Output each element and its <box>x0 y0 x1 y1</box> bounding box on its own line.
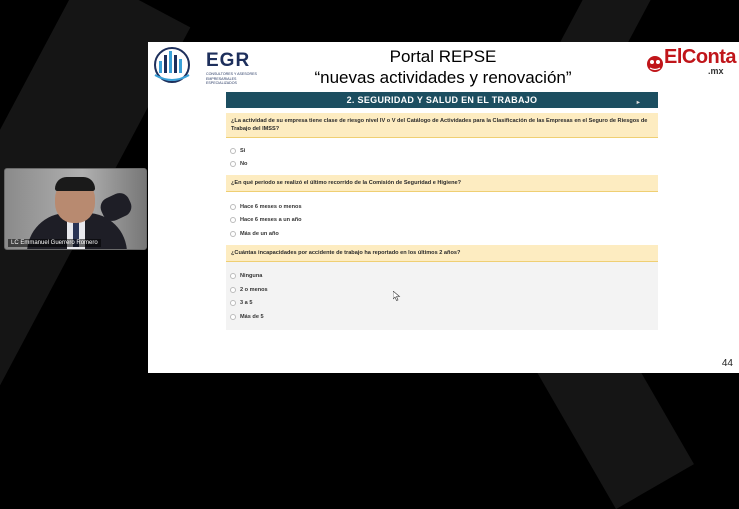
egr-logo <box>152 45 257 85</box>
slide-title-line1: Portal REPSE <box>389 47 497 66</box>
elconta-logo-suffix: .mx <box>708 66 724 76</box>
radio-button[interactable] <box>230 300 236 306</box>
egr-logo-tagline: CONSULTORES Y ASESORES EMPRESARIALES ESPECIALIZADOS <box>206 72 257 85</box>
repse-questionnaire <box>226 92 658 330</box>
option-si[interactable] <box>230 144 654 158</box>
radio-button[interactable] <box>230 161 236 167</box>
option-label: Ninguna <box>240 273 263 280</box>
option-6-meses-o-menos[interactable] <box>230 200 654 214</box>
slide-title-line2: “nuevas actividades y renovación” <box>314 68 572 87</box>
egr-logo-mark-icon <box>152 45 192 83</box>
mouse-cursor-icon <box>393 291 401 301</box>
option-mas-de-un-ano[interactable] <box>230 227 654 241</box>
option-3-a-5[interactable] <box>230 297 654 311</box>
section-header <box>226 92 658 108</box>
radio-button[interactable] <box>230 231 236 237</box>
question-2-options <box>226 192 658 245</box>
elconta-logo-text: ElConta <box>664 46 737 68</box>
option-2-o-menos[interactable] <box>230 283 654 297</box>
radio-button[interactable] <box>230 273 236 279</box>
option-6-meses-a-un-ano[interactable] <box>230 214 654 228</box>
elconta-mascot-icon <box>644 52 666 74</box>
radio-button[interactable] <box>230 204 236 210</box>
radio-button[interactable] <box>230 287 236 293</box>
presenter-video-tile[interactable] <box>4 168 147 250</box>
slide-title <box>278 46 608 88</box>
option-mas-de-5[interactable] <box>230 310 654 324</box>
presentation-slide <box>148 42 739 373</box>
egr-logo-text: EGR <box>206 50 251 71</box>
question-3: ¿Cuántas incapacidades por accidente de trabajo ha reportado en los últimos 2 años? <box>226 245 658 262</box>
pointer-icon: ▸ <box>636 100 640 106</box>
radio-button[interactable] <box>230 148 236 154</box>
question-2: ¿En qué periodo se realizó el último recorrido de la Comisión de Seguridad e Higiene? <box>226 175 658 192</box>
slide-page-number: 44 <box>721 358 733 369</box>
question-3-options <box>226 262 658 330</box>
option-label: Más de un año <box>240 230 279 237</box>
option-ninguna[interactable] <box>230 270 654 284</box>
option-label: 2 o menos <box>240 286 268 293</box>
elconta-logo <box>644 46 736 80</box>
question-1: ¿La actividad de su empresa tiene clase de riesgo nivel IV o V del Catálogo de Actividades para la Clasificación de las Empresas en el Seguro de Riesgos de Trabajo del IMSS? <box>226 113 658 138</box>
question-3-block <box>226 245 658 330</box>
radio-button[interactable] <box>230 217 236 223</box>
option-no[interactable] <box>230 158 654 172</box>
section-title: 2. SEGURIDAD Y SALUD EN EL TRABAJO <box>346 95 538 105</box>
radio-button[interactable] <box>230 314 236 320</box>
option-label: Hace 6 meses a un año <box>240 217 302 224</box>
option-label: Si <box>240 147 246 154</box>
option-label: No <box>240 161 248 168</box>
option-label: 3 a 5 <box>240 300 253 307</box>
option-label: Más de 5 <box>240 313 264 320</box>
presenter-name-label: LC Emmanuel Guerrero Romero <box>8 239 101 247</box>
option-label: Hace 6 meses o menos <box>240 203 302 210</box>
question-1-options <box>226 138 658 175</box>
presenter-hair <box>55 177 95 191</box>
